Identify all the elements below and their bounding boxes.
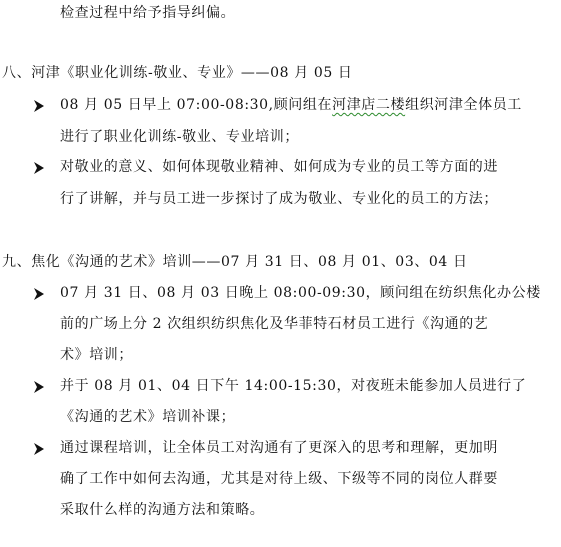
arrow-bullet-icon xyxy=(33,442,45,456)
section-9-bullet-1-line-2: 前的广场上分 2 次组织纺织焦化及华菲特石材员工进行《沟通的艺 xyxy=(60,316,489,332)
arrow-bullet-icon xyxy=(33,380,45,394)
bullet-text-end: 组织河津全体员工 xyxy=(405,97,522,113)
section-9-bullet-2-line-1: 并于 08 月 01、04 日下午 14:00-15:30，对夜班未能参加人员进行了 xyxy=(60,378,527,394)
arrow-bullet-icon xyxy=(33,287,45,301)
section-8-bullet-1-line-2: 进行了职业化训练-敬业、专业培训； xyxy=(60,129,299,145)
section-9-bullet-3-line-1: 通过课程培训，让全体员工对沟通有了更深入的思考和理解，更加明 xyxy=(60,440,498,456)
section-8-heading: 八、河津《职业化训练-敬业、专业》——08 月 05 日 xyxy=(2,65,353,81)
section-9-bullet-3-line-2: 确了工作中如何去沟通，尤其是对待上级、下级等不同的岗位人群要 xyxy=(60,471,498,487)
bullet-text-start: 08 月 05 日早上 07:00-08:30,顾问组在 xyxy=(60,97,333,113)
arrow-bullet-icon xyxy=(33,99,45,113)
section-8-bullet-2-line-2: 行了讲解，并与员工进一步探讨了成为敬业、专业化的员工的方法； xyxy=(60,191,498,207)
intro-line: 检查过程中给予指导纠偏。 xyxy=(60,5,236,21)
section-9-bullet-2-line-2: 《沟通的艺术》培训补课； xyxy=(60,409,236,425)
section-9-heading: 九、焦化《沟通的艺术》培训——07 月 31 日、08 月 01、03、04 日 xyxy=(2,254,468,270)
section-9-bullet-3-line-3: 采取什么样的沟通方法和策略。 xyxy=(60,502,265,518)
spellcheck-marked-text: 河津店二楼 xyxy=(332,97,406,113)
arrow-bullet-icon xyxy=(33,161,45,175)
section-9-bullet-1-line-3: 术》培训； xyxy=(60,347,133,363)
section-8-bullet-1-line-1 xyxy=(60,96,522,114)
section-8-bullet-2-line-1: 对敬业的意义、如何体现敬业精神、如何成为专业的员工等方面的进 xyxy=(60,159,498,175)
section-9-bullet-1-line-1: 07 月 31 日、08 月 03 日晚上 08:00-09:30，顾问组在纺织焦化办公楼 xyxy=(60,285,541,301)
